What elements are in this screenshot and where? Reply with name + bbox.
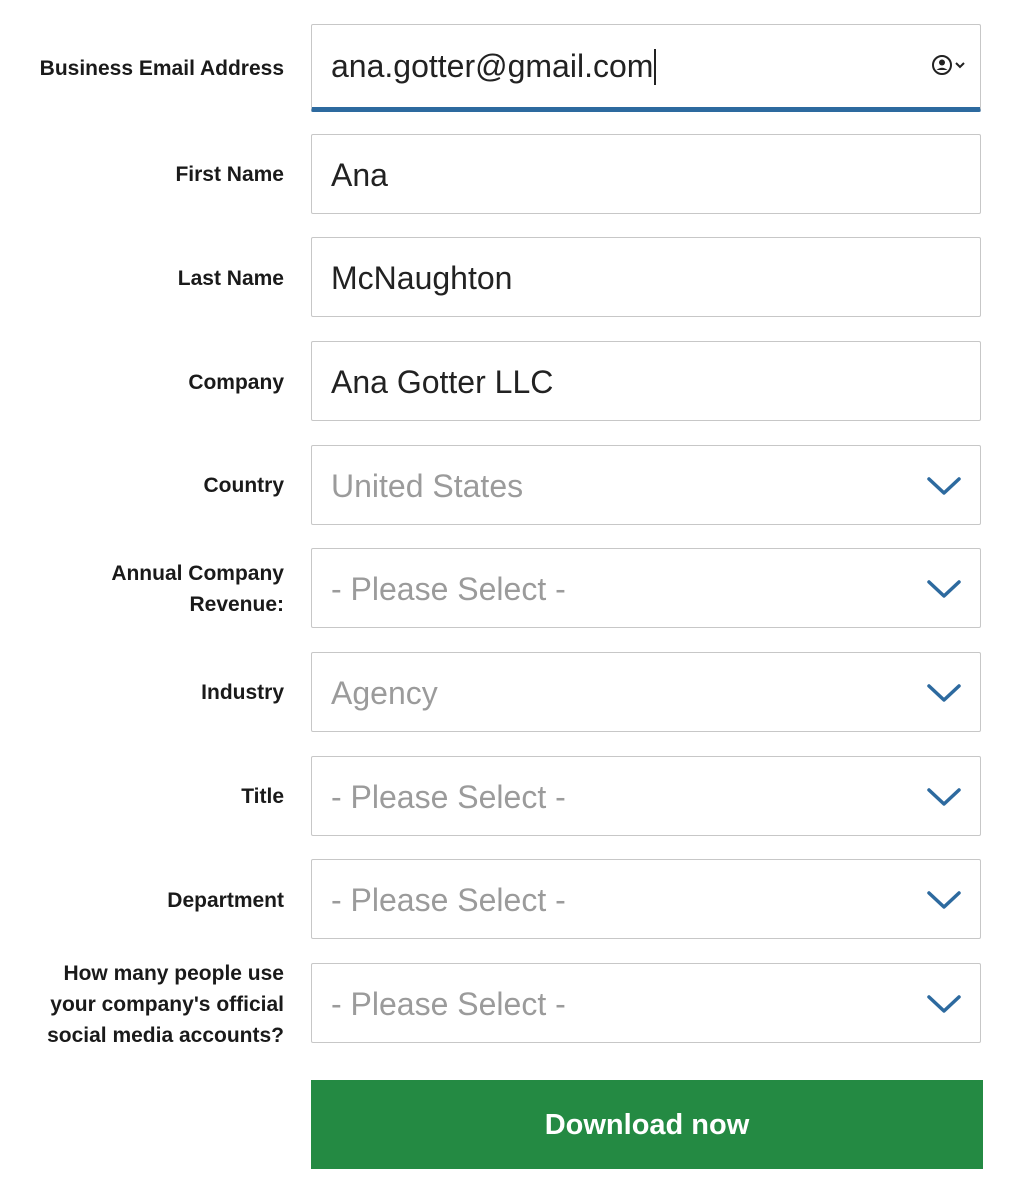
revenue-select[interactable] bbox=[311, 548, 981, 628]
last-name-value: McNaughton bbox=[331, 260, 513, 296]
industry-select[interactable] bbox=[311, 652, 981, 732]
industry-label: Industry bbox=[201, 681, 284, 704]
download-now-button[interactable]: Download now bbox=[311, 1080, 983, 1169]
revenue-value: - Please Select - bbox=[331, 571, 566, 607]
department-select[interactable] bbox=[311, 859, 981, 939]
first-name-value: Ana bbox=[331, 157, 388, 193]
country-select[interactable] bbox=[311, 445, 981, 525]
title-label: Title bbox=[241, 785, 284, 808]
title-value: - Please Select - bbox=[331, 779, 566, 815]
first-name-field[interactable] bbox=[311, 134, 981, 214]
chevron-down-icon bbox=[926, 472, 962, 500]
chevron-down-icon bbox=[926, 783, 962, 811]
text-cursor bbox=[654, 49, 656, 85]
chevron-down-icon bbox=[926, 679, 962, 707]
autofill-contact-icon[interactable] bbox=[930, 53, 970, 77]
department-value: - Please Select - bbox=[331, 882, 566, 918]
chevron-down-icon bbox=[926, 886, 962, 914]
social-accounts-label bbox=[0, 958, 284, 1051]
social-accounts-select[interactable] bbox=[311, 963, 981, 1043]
revenue-label-line2: Revenue: bbox=[189, 593, 284, 616]
chevron-down-icon bbox=[926, 575, 962, 603]
email-field[interactable] bbox=[311, 24, 981, 112]
last-name-field[interactable] bbox=[311, 237, 981, 317]
revenue-label-line1: Annual Company bbox=[111, 562, 284, 585]
email-value: ana.gotter@gmail.com bbox=[331, 48, 654, 84]
first-name-label: First Name bbox=[175, 163, 284, 186]
company-field[interactable] bbox=[311, 341, 981, 421]
social-label-line3: social media accounts? bbox=[47, 1024, 284, 1047]
social-label-line2: your company's official bbox=[50, 993, 284, 1016]
country-value: United States bbox=[331, 468, 524, 504]
revenue-label bbox=[4, 558, 284, 620]
country-label: Country bbox=[203, 474, 284, 497]
social-label-line1: How many people use bbox=[63, 962, 284, 985]
company-value: Ana Gotter LLC bbox=[331, 364, 554, 400]
title-select[interactable] bbox=[311, 756, 981, 836]
email-label: Business Email Address bbox=[39, 57, 284, 80]
company-label: Company bbox=[188, 371, 284, 394]
last-name-label: Last Name bbox=[177, 267, 284, 290]
industry-value: Agency bbox=[331, 675, 438, 711]
department-label: Department bbox=[167, 889, 284, 912]
social-accounts-value: - Please Select - bbox=[331, 986, 566, 1022]
chevron-down-icon bbox=[926, 990, 962, 1018]
